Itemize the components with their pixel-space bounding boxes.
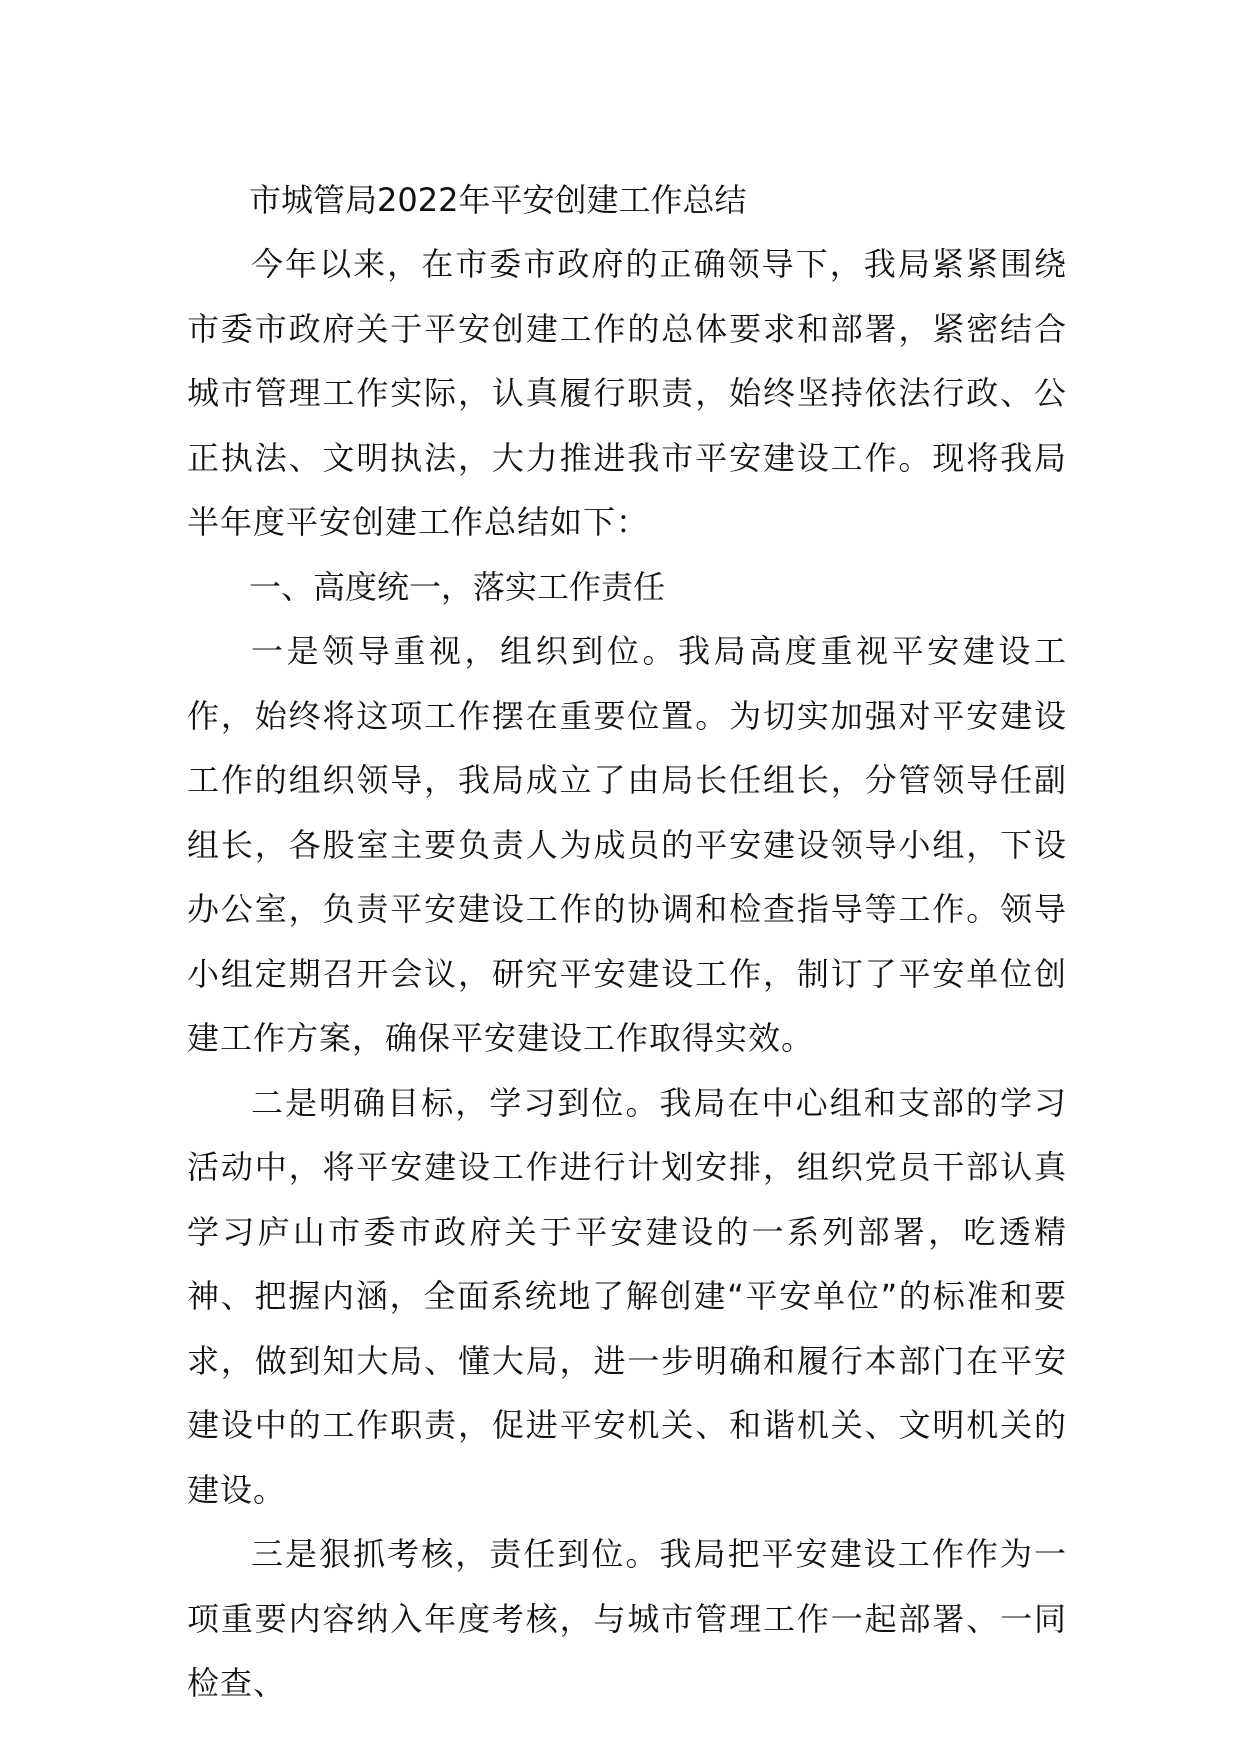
- intro-paragraph: 今年以来，在市委市政府的正确领导下，我局紧紧围绕市委市政府关于平安创建工作的总体要求和部署，紧密结合城市管理工作实际，认真履行职责，始终坚持依法行政、公正执法、文明执法，大力推进我市平安建设工作。现将我局半年度平安创建工作总结如下：: [187, 245, 1067, 541]
- document-body: [187, 168, 1067, 1716]
- section-heading-1: 一、高度统一，落实工作责任: [249, 567, 666, 606]
- document-title: 市城管局2022年平安创建工作总结: [249, 181, 747, 219]
- paragraph-leadership: 一是领导重视，组织到位。我局高度重视平安建设工作，始终将这项工作摆在重要位置。为切实加强对平安建设工作的组织领导，我局成立了由局长任组长，分管领导任副组长，各股室主要负责人为成员的平安建设领导小组，下设办公室，负责平安建设工作的协调和检查指导等工作。领导小组定期召开会议，研究平安建设工作，制订了平安单位创建工作方案，确保平安建设工作取得实效。: [187, 632, 1067, 1057]
- paragraph-assessment: 三是狠抓考核，责任到位。我局把平安建设工作作为一项重要内容纳入年度考核，与城市管理工作一起部署、一同检查、: [187, 1535, 1067, 1702]
- paragraph-study: 二是明确目标，学习到位。我局在中心组和支部的学习活动中，将平安建设工作进行计划安排，组织党员干部认真学习庐山市委市政府关于平安建设的一系列部署，吃透精神、把握内涵，全面系统地了解创建“平安单位”的标准和要求，做到知大局、懂大局，进一步明确和履行本部门在平安建设中的工作职责，促进平安机关、和谐机关、文明机关的建设。: [187, 1083, 1067, 1509]
